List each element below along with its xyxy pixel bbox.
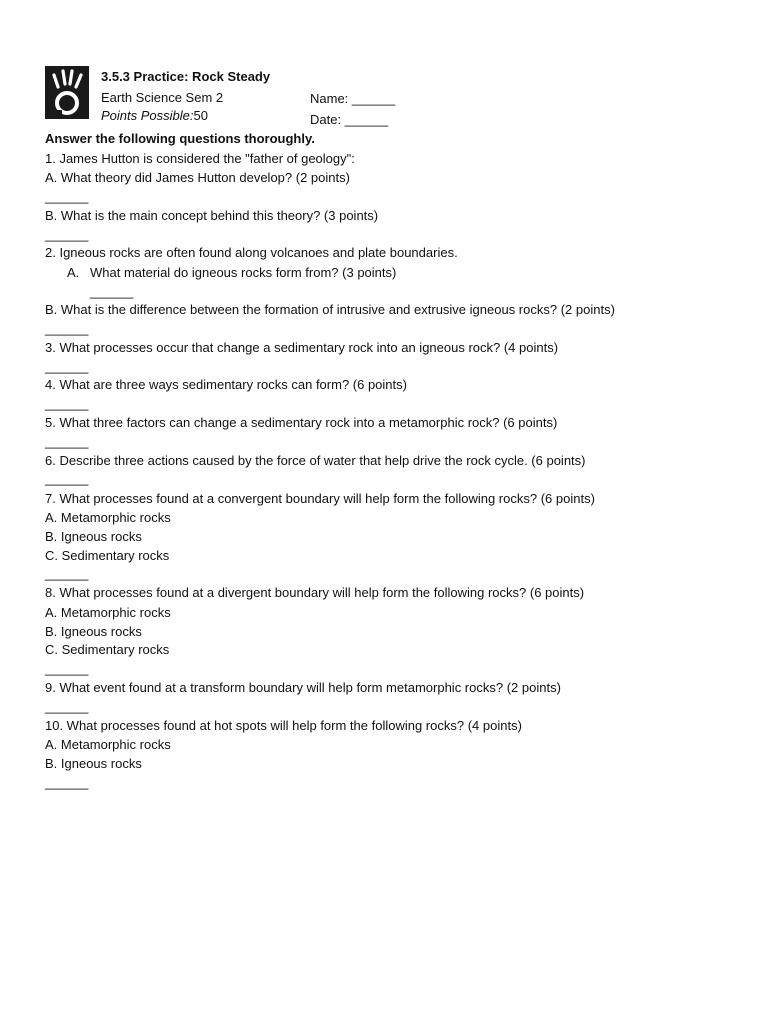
question-1b: B. What is the main concept behind this theory? (3 points) <box>45 208 379 223</box>
question-10a: A. Metamorphic rocks <box>45 737 171 752</box>
question-7b: B. Igneous rocks <box>45 529 142 544</box>
question-10b: B. Igneous rocks <box>45 756 142 771</box>
date-field: Date: ______ <box>310 112 389 127</box>
question-1: 1. James Hutton is considered the "father of geology": <box>45 151 355 166</box>
question-2: 2. Igneous rocks are often found along volcanoes and plate boundaries. <box>45 245 458 260</box>
assignment-title: 3.5.3 Practice: Rock Steady <box>101 69 271 84</box>
question-6: 6. Describe three actions caused by the force of water that help drive the rock cycle. (6 points) <box>45 453 586 468</box>
question-7a: A. Metamorphic rocks <box>45 510 171 525</box>
question-2a-text: What material do igneous rocks form from? (3 points) <box>90 265 397 280</box>
question-7: 7. What processes found at a convergent boundary will help form the following rocks? (6 points) <box>45 491 595 506</box>
answer-blank: ______ <box>45 699 89 714</box>
answer-blank: ______ <box>45 396 89 411</box>
question-3: 3. What processes occur that change a sedimentary rock into an igneous rock? (4 points) <box>45 340 559 355</box>
answer-blank: ______ <box>45 775 89 790</box>
points-possible-label: Points Possible: <box>101 108 194 123</box>
answer-blank: ______ <box>45 566 89 581</box>
question-5: 5. What three factors can change a sedimentary rock into a metamorphic rock? (6 points) <box>45 415 558 430</box>
question-2b: B. What is the difference between the formation of intrusive and extrusive igneous rocks? (2 points) <box>45 302 615 317</box>
question-10: 10. What processes found at hot spots will help form the following rocks? (4 points) <box>45 718 522 733</box>
name-field: Name: ______ <box>310 91 396 106</box>
question-8: 8. What processes found at a divergent boundary will help form the following rocks? (6 points) <box>45 585 585 600</box>
question-8b: B. Igneous rocks <box>45 624 142 639</box>
answer-blank: ______ <box>90 284 134 299</box>
instructions: Answer the following questions thoroughly. <box>45 131 315 146</box>
question-7c: C. Sedimentary rocks <box>45 548 170 563</box>
sun-rays-logo-icon <box>45 66 89 119</box>
answer-blank: ______ <box>45 227 89 242</box>
question-2a <box>67 265 396 281</box>
question-1a: A. What theory did James Hutton develop? (2 points) <box>45 170 350 185</box>
list-marker: A. <box>67 265 80 280</box>
points-possible-value: 50 <box>193 108 208 123</box>
answer-blank: ______ <box>45 661 89 676</box>
answer-blank: ______ <box>45 434 89 449</box>
question-8a: A. Metamorphic rocks <box>45 605 171 620</box>
answer-blank: ______ <box>45 321 89 336</box>
course-name: Earth Science Sem 2 <box>101 90 224 105</box>
answer-blank: ______ <box>45 471 89 486</box>
question-8c: C. Sedimentary rocks <box>45 642 170 657</box>
answer-blank: ______ <box>45 359 89 374</box>
answer-blank: ______ <box>45 189 89 204</box>
question-4: 4. What are three ways sedimentary rocks can form? (6 points) <box>45 377 407 392</box>
question-9: 9. What event found at a transform boundary will help form metamorphic rocks? (2 points) <box>45 680 561 695</box>
points-possible <box>101 108 208 124</box>
